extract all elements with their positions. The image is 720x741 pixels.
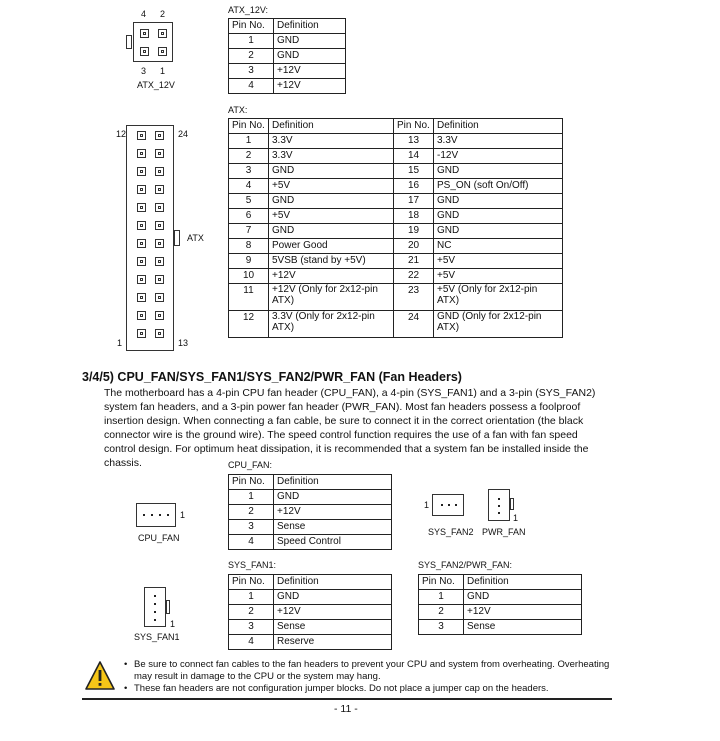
atx-pin (137, 167, 146, 176)
definition: +5V (269, 209, 394, 224)
atx-pin (155, 311, 164, 320)
pin-no: 3 (229, 520, 274, 535)
warning-icon (84, 660, 116, 692)
atx12v-table-caption: ATX_12V: (228, 5, 269, 15)
pin-no: 22 (394, 269, 434, 284)
atx12v-housing (133, 22, 173, 62)
atx-pin (155, 275, 164, 284)
table-row (229, 194, 563, 209)
cpu-fan-table-caption: CPU_FAN: (228, 460, 273, 470)
definition: +12V (274, 64, 346, 79)
atx-pin (155, 149, 164, 158)
pin-no: 3 (419, 620, 464, 635)
sys-fan2-pin1-label: 1 (424, 500, 430, 510)
pin-no: 1 (419, 590, 464, 605)
pin-no: 16 (394, 179, 434, 194)
header-pin-no: Pin No. (229, 119, 269, 134)
sys-fan2-label: SYS_FAN2 (428, 527, 474, 537)
atx-pin-label-24: 24 (178, 129, 189, 139)
pwr-fan-latch (510, 498, 514, 510)
pin-no: 24 (394, 311, 434, 338)
definition: Speed Control (274, 535, 392, 550)
definition: Power Good (269, 239, 394, 254)
definition: +12V (464, 605, 582, 620)
table-row (229, 79, 346, 94)
sys-fan2-pwr-fan-table-caption: SYS_FAN2/PWR_FAN: (418, 560, 513, 570)
atx-pin (137, 329, 146, 338)
pin-no: 9 (229, 254, 269, 269)
table-row (419, 605, 582, 620)
atx-latch (174, 230, 180, 246)
atx-pin (155, 257, 164, 266)
pin-no: 1 (229, 134, 269, 149)
atx-pin (137, 293, 146, 302)
definition: +5V (Only for 2x12-pin ATX) (434, 284, 563, 311)
atx-table-caption: ATX: (228, 105, 248, 115)
sys-fan1-latch (166, 600, 170, 614)
definition: 3.3V (Only for 2x12-pin ATX) (269, 311, 394, 338)
atx-pin (137, 221, 146, 230)
definition: Sense (274, 520, 392, 535)
table-row (229, 134, 563, 149)
table-row (229, 620, 392, 635)
sys-fan2-housing (432, 494, 464, 516)
pin-no: 4 (229, 79, 274, 94)
footer-divider (82, 698, 612, 700)
pin-no: 4 (229, 535, 274, 550)
definition: +5V (434, 254, 563, 269)
definition: GND (464, 590, 582, 605)
pin-no: 17 (394, 194, 434, 209)
table-row (229, 520, 392, 535)
header-pin-no: Pin No. (394, 119, 434, 134)
table-row (229, 254, 563, 269)
pin-no: 4 (229, 179, 269, 194)
table-row (229, 209, 563, 224)
atx-housing (126, 125, 174, 351)
pin-no: 2 (419, 605, 464, 620)
atx-pin (137, 239, 146, 248)
header-pin-no: Pin No. (229, 475, 274, 490)
atx-pin (137, 203, 146, 212)
definition: 3.3V (434, 134, 563, 149)
atx-pin (155, 203, 164, 212)
atx-pin (137, 185, 146, 194)
atx12v-pin-table (228, 18, 346, 94)
pwr-fan-housing (488, 489, 510, 521)
table-row (419, 620, 582, 635)
table-row (229, 34, 346, 49)
sys-fan2-pwr-fan-pin-table (418, 574, 582, 635)
definition: +5V (434, 269, 563, 284)
atx-pin (155, 329, 164, 338)
table-row (229, 269, 563, 284)
header-definition: Definition (464, 575, 582, 590)
sys-fan1-pin1-label: 1 (170, 619, 176, 629)
definition: 3.3V (269, 149, 394, 164)
table-row (229, 284, 563, 311)
definition: +12V (274, 605, 392, 620)
pin-no: 14 (394, 149, 434, 164)
table-header-row (229, 575, 392, 590)
table-row (229, 505, 392, 520)
pin-no: 13 (394, 134, 434, 149)
pin-no: 12 (229, 311, 269, 338)
definition: GND (434, 224, 563, 239)
atx-pin (137, 311, 146, 320)
definition: GND (269, 194, 394, 209)
definition: 3.3V (269, 134, 394, 149)
atx-pin-label-13: 13 (178, 338, 189, 348)
note-item: • Be sure to connect fan cables to the fan headers to prevent your CPU and system from overheating. Overheating may result in damage to the CPU or the system may hang. (122, 659, 610, 683)
pin-no: 21 (394, 254, 434, 269)
atx-pin (155, 131, 164, 140)
pin-no: 4 (229, 635, 274, 650)
note-item: • These fan headers are not configuration jumper blocks. Do not place a jumper cap on the headers. (122, 683, 610, 695)
definition: 5VSB (stand by +5V) (269, 254, 394, 269)
definition: GND (434, 209, 563, 224)
header-definition: Definition (274, 575, 392, 590)
pin-no: 2 (229, 149, 269, 164)
table-row (229, 490, 392, 505)
definition: GND (434, 194, 563, 209)
definition: GND (274, 34, 346, 49)
atx-pin-label-1: 1 (117, 338, 123, 348)
table-row (229, 164, 563, 179)
atx-pin-table (228, 118, 563, 338)
cpu-fan-housing (136, 503, 176, 527)
definition: GND (274, 590, 392, 605)
table-row (229, 224, 563, 239)
header-pin-no: Pin No. (229, 19, 274, 34)
atx12v-pin-num-4: 4 (141, 9, 147, 19)
definition: NC (434, 239, 563, 254)
atx-pin (155, 167, 164, 176)
atx-pin-label-12: 12 (116, 129, 127, 139)
table-row (229, 149, 563, 164)
atx-pin (155, 185, 164, 194)
pin-no: 23 (394, 284, 434, 311)
pin-no: 2 (229, 49, 274, 64)
atx-pin (155, 239, 164, 248)
table-row (229, 535, 392, 550)
pwr-fan-label: PWR_FAN (482, 527, 526, 537)
sys-fan1-label: SYS_FAN1 (134, 632, 180, 642)
atx-pin (137, 257, 146, 266)
pin-no: 3 (229, 64, 274, 79)
sys-fan1-table-caption: SYS_FAN1: (228, 560, 277, 570)
pin-no: 18 (394, 209, 434, 224)
atx-pin (137, 275, 146, 284)
pin-no: 7 (229, 224, 269, 239)
definition: GND (434, 164, 563, 179)
pin-no: 20 (394, 239, 434, 254)
pin-no: 8 (229, 239, 269, 254)
definition: Sense (464, 620, 582, 635)
pin-no: 2 (229, 605, 274, 620)
table-row (229, 179, 563, 194)
pin-no: 3 (229, 620, 274, 635)
definition: +12V (274, 79, 346, 94)
table-row (419, 590, 582, 605)
cpu-fan-pin1-label: 1 (180, 510, 186, 520)
atx-pin (137, 131, 146, 140)
pin-no: 10 (229, 269, 269, 284)
sys-fan1-housing (144, 587, 166, 627)
header-definition: Definition (274, 475, 392, 490)
atx-pin (155, 221, 164, 230)
atx12v-pin-num-3: 3 (141, 66, 147, 76)
table-row (229, 64, 346, 79)
pwr-fan-pin1-label: 1 (513, 513, 519, 523)
pin-no: 19 (394, 224, 434, 239)
warning-notes (122, 659, 610, 695)
section-body: The motherboard has a 4-pin CPU fan header (CPU_FAN), a 4-pin (SYS_FAN1) and a 3-pin (SYS_FAN2) system fan headers, and a 3-pin power fan header (PWR_FAN). Most fan headers possess a foolproof insertion design. When connecting a fan cable, be sure to connect it in the correct orientation (the black connector wire is the ground wire). The speed control function requires the use of a fan with fan speed control design. For optimum heat dissipation, it is recommended that a system fan be installed inside the chassis. (104, 387, 596, 469)
definition: Sense (274, 620, 392, 635)
atx-label: ATX (187, 233, 204, 243)
cpu-fan-label: CPU_FAN (138, 533, 180, 543)
header-pin-no: Pin No. (419, 575, 464, 590)
pin-no: 2 (229, 505, 274, 520)
pin-no: 1 (229, 490, 274, 505)
table-row (229, 590, 392, 605)
definition: Reserve (274, 635, 392, 650)
definition: GND (269, 224, 394, 239)
pin-no: 6 (229, 209, 269, 224)
atx-pin (155, 293, 164, 302)
definition: GND (Only for 2x12-pin ATX) (434, 311, 563, 338)
page-number: - 11 - (334, 703, 358, 715)
header-pin-no: Pin No. (229, 575, 274, 590)
table-row (229, 49, 346, 64)
sys-fan1-pin-table (228, 574, 392, 650)
table-header-row (229, 475, 392, 490)
header-definition: Definition (434, 119, 563, 134)
atx12v-latch (126, 35, 132, 49)
pin-no: 5 (229, 194, 269, 209)
table-header-row (229, 19, 346, 34)
definition: PS_ON (soft On/Off) (434, 179, 563, 194)
header-definition: Definition (269, 119, 394, 134)
definition: GND (274, 49, 346, 64)
definition: GND (274, 490, 392, 505)
section-heading: 3/4/5) CPU_FAN/SYS_FAN1/SYS_FAN2/PWR_FAN (Fan Headers) (82, 370, 462, 384)
pin-no: 15 (394, 164, 434, 179)
definition: -12V (434, 149, 563, 164)
definition: GND (269, 164, 394, 179)
atx12v-pin-num-1: 1 (160, 66, 166, 76)
definition: +12V (274, 505, 392, 520)
pin-no: 3 (229, 164, 269, 179)
definition: +5V (269, 179, 394, 194)
pin-no: 1 (229, 34, 274, 49)
table-header-row (419, 575, 582, 590)
table-row (229, 605, 392, 620)
atx12v-label: ATX_12V (137, 80, 175, 90)
atx-pin (137, 149, 146, 158)
table-row (229, 635, 392, 650)
definition: +12V (Only for 2x12-pin ATX) (269, 284, 394, 311)
table-row (229, 311, 563, 338)
table-row (229, 239, 563, 254)
pin-no: 11 (229, 284, 269, 311)
pin-no: 1 (229, 590, 274, 605)
table-header-row (229, 119, 563, 134)
atx12v-pin-num-2: 2 (160, 9, 166, 19)
header-definition: Definition (274, 19, 346, 34)
cpu-fan-pin-table (228, 474, 392, 550)
definition: +12V (269, 269, 394, 284)
